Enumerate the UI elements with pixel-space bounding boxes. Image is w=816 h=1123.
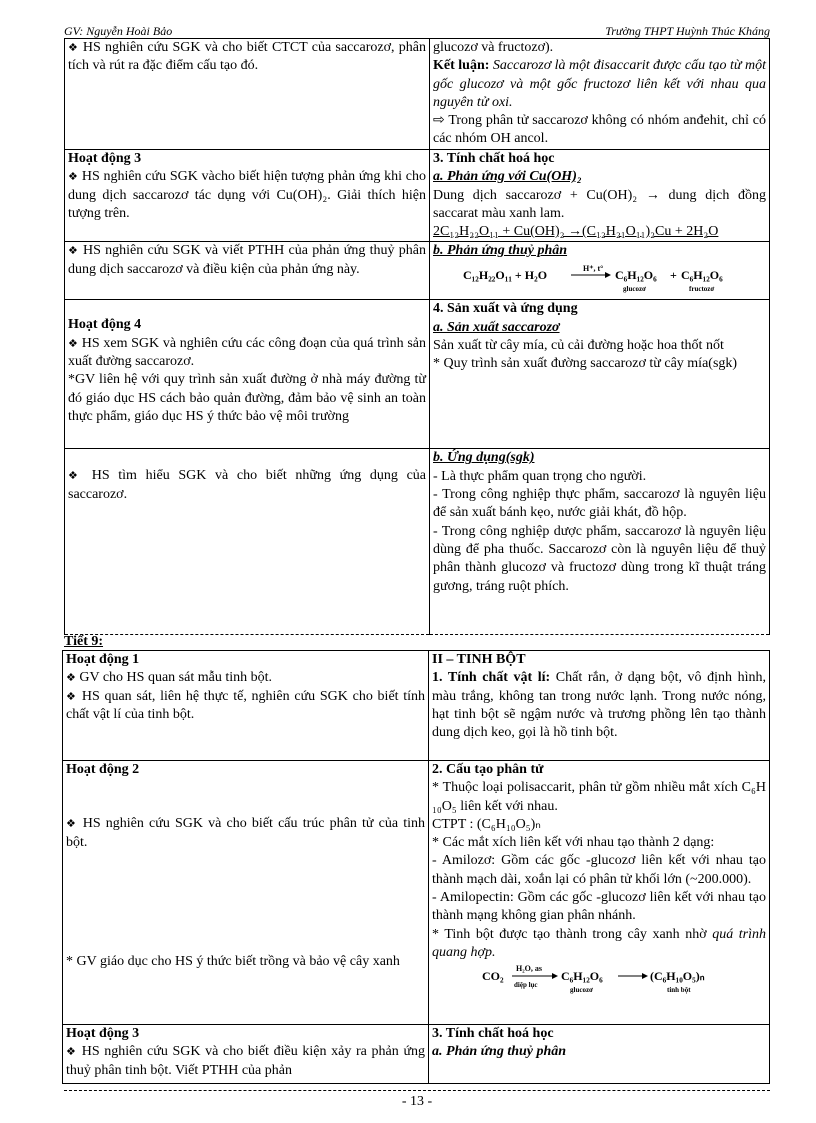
eq-co2: CO₂ [482,969,504,984]
t2-r1-left-text2: HS quan sát, liên hệ thực tế, nghiên cứu SGK cho biết tính chất vật lí của tinh bột. [66,688,426,722]
page-number: - 13 - [64,1090,770,1111]
t2-r2-right-amylopectin: - Amilopectin: Gồm các gốc -glucozơ liên kết với nhau tạo thành mạng không gian phân nhánh. [432,890,766,924]
t1-r4-left-text2: *GV liên hệ với quy trình sản xuất đường ở nhà máy đường từ đó giáo dục HS cách bảo quản đường, đảm bảo vệ sinh an toàn thực phẩm, giáo dục HS ý thức bảo vệ môi trường [68,372,426,424]
activity-3b-title: Hoạt động 3 [66,1026,140,1041]
t1-r1-right [430,39,770,150]
section-II-1-title: 1. Tính chất vật lí: [432,670,551,686]
t1-row-2 [65,150,770,242]
t1-row-1 [65,39,770,150]
diamond-star-bullet-icon: ❖ [68,41,79,54]
conclusion-label: Kết luận: [433,58,490,74]
activity-2-title: Hoạt động 2 [66,762,140,777]
diamond-star-bullet-icon: ❖ [68,244,79,258]
eq-reactants: C₁₂H₂₂O₁₁ + H₂O [463,267,548,282]
t2-r3-left [63,1025,429,1084]
eq-product-2: C₆H₁₂O₆ [681,267,723,282]
eq-arrow-2-head [642,973,648,979]
diamond-star-bullet-icon: ❖ [66,689,78,703]
eq-plus: + [670,267,677,282]
section-II-3-title: 3. Tính chất hoá học [432,1026,554,1041]
eq-condition-top: H₂O, as [516,964,542,974]
t1-r2-left [65,150,430,242]
section-3b-title: b. Phản ứng thuỷ phân [433,243,568,259]
conclusion-text: Saccarozơ là một đisaccarit được cấu tạo từ một gốc glucozơ và một gốc fructozơ liên kết với nhau qua nguyên tử oxi. [433,58,766,110]
diamond-star-bullet-icon: ❖ [68,336,79,350]
t2-row-3 [63,1025,770,1084]
t1-r5-left [65,449,430,635]
t2-r2-right-line3: * Các mắt xích liên kết với nhau tạo thành 2 dạng: [432,835,715,851]
t2-r3-right [429,1025,770,1084]
eq-glucose: C₆H₁₂O₆ [561,969,603,984]
activity-4-title: Hoạt động 4 [68,317,142,333]
t2-r2-right [429,761,770,1025]
t1-r4-right-line1: Sản xuất từ cây mía, củ cải đường hoặc hoa thốt nốt [433,338,724,354]
section-3-title: 3. Tính chất hoá học [433,151,555,166]
eq-starch-label: tinh bột [667,986,691,995]
page-header [64,22,770,39]
t1-row-3 [65,242,770,300]
activity-1-title: Hoạt động 1 [66,652,140,667]
section-4b-title: b. Ứng dụng(sgk) [433,450,535,466]
t2-r2-right-line6: * Tinh bột được tạo thành trong cây xanh nhờ [432,926,713,942]
t1-r5-right-line1: - Là thực phẩm quan trọng cho người. [433,468,647,484]
lesson-table-1 [64,38,770,635]
section-3a-title: a. Phản ứng với Cu(OH)₂ [433,169,582,185]
t1-r2-right-line1: Dung dịch saccarozơ + Cu(OH)₂ → dung dịch đồng saccarat màu xanh lam. [433,187,766,221]
eq-condition-bottom: diệp lục [514,981,538,990]
t1-r5-right-line2: - Trong công nghiệp thực phẩm, saccarozơ là nguyên liệu để sản xuất bánh kẹo, nước giải khát, đồ hộp. [433,487,766,521]
activity-3-title: Hoạt động 3 [68,151,142,166]
lesson-table-2 [62,650,770,1084]
t1-r1-right-line3: Trong phân tử saccarozơ không có nhóm anđehit, chỉ có các nhóm OH ancol. [433,113,766,147]
t2-r2-left [63,761,429,1025]
diamond-star-bullet-icon: ❖ [66,671,76,685]
t1-r2-equation: 2C₁₂H₂₂O₁₁ + Cu(OH)₂ →(C₁₂H₂₁O₁₁)₂Cu + 2H₂O [433,224,719,240]
diamond-star-bullet-icon: ❖ [66,817,78,831]
eq-starch: (C₆H₁₀O₅)ₙ [650,969,705,984]
eq-glucose-label: glucozơ [570,986,593,995]
section-II-title: II – TINH BỘT [432,652,526,667]
section-II-3a-title: a. Phản ứng thuỷ phân [432,1044,567,1060]
t2-r1-right-text: Chất rắn, ở dạng bột, vô định hình, màu trắng, không tan trong nước lạnh. Trong nước nóng, hạt tinh bột sẽ ngậm nước và trương phồng lên tạo thành dung dịch keo, gọi là hồ tinh bột. [432,670,767,741]
hydrolysis-equation [463,263,763,295]
t1-r1-right-line1: glucozơ và fructozơ). [433,40,554,55]
eq-product-1: C₆H₁₂O₆ [615,267,657,282]
t1-r2-right [430,150,770,242]
t1-r4-left-text1: HS xem SGK và nghiên cứu các công đoạn của quá trình sản xuất đường saccarozơ. [68,335,426,370]
t1-r5-left-text: HS tìm hiểu SGK và cho biết những ứng dụng của saccarozơ. [68,468,427,502]
t1-r5-right-line3: - Trong công nghiệp dược phẩm, saccarozơ là nguyên liệu dùng để pha thuốc. Saccarozơ còn là nguyên liệu để thuỷ phân thành glucozơ và fructozơ dùng trong kĩ thuật tráng gương, tráng ruột phích. [433,523,766,594]
eq-arrow-1-head [552,973,558,979]
t2-r2-right-line1: * Thuộc loại polisaccarit, phân tử gồm nhiều mắt xích C₆H ₁₀O₅ liên kết với nhau. [432,780,766,814]
header-teacher: GV: Nguyễn Hoài Bảo [64,24,173,38]
diamond-star-bullet-icon: ❖ [66,1045,78,1059]
t1-r3-right [430,242,770,300]
eq-arrow-head [605,272,611,278]
eq-product-2-label: fructozơ [689,284,715,293]
eq-condition: H⁺, t° [583,263,604,273]
eq-product-1-label: glucozơ [623,284,646,293]
t1-row-5 [65,449,770,635]
t1-row-4 [65,300,770,449]
diamond-star-bullet-icon: ❖ [68,469,84,483]
t2-r3-left-text: HS nghiên cứu SGK và cho biết điều kiện xảy ra phản ứng thuỷ phân tinh bột. Viết PTHH của phản [66,1044,426,1078]
section-II-2-title: 2. Cấu tạo phân tử [432,762,544,777]
t2-r2-right-formula: CTPT : (C₆H₁₀O₅)ₙ [432,816,541,832]
t2-r1-left [63,651,429,761]
header-school: Trường THPT Huỳnh Thúc Kháng [605,24,770,38]
t1-r1-left [65,39,430,150]
t1-r2-left-text: HS nghiên cứu SGK vàcho biết hiện tượng phản ứng khi cho dung dịch saccarozơ tác dụng với Cu(OH)₂. Giải thích hiện tượng trên. [68,169,426,221]
t2-row-1 [63,651,770,761]
t2-r2-left-text2: * GV giáo dục cho HS ý thức biết trồng và bảo vệ cây xanh [66,954,400,969]
t2-r1-right [429,651,770,761]
t1-r1-left-text: HS nghiên cứu SGK và cho biết CTCT của saccarozơ, phân tích và rút ra đặc điểm cấu tạo đó. [68,40,426,74]
photosynthesis-equation [482,962,802,996]
t2-r2-right-amylose: - Amilozơ: Gồm các gốc -glucozơ liên kết với nhau tạo thành mạch dài, xoắn lại có phân tử khối lớn (~200.000). [432,853,766,887]
section-4a-title: a. Sản xuất saccarozơ [433,319,560,335]
lesson-period-label: Tiết 9: [64,634,104,649]
t1-r5-right [430,449,770,635]
section-4-title: 4. Sản xuất và ứng dụng [433,301,578,317]
arrow-right-icon: ⇨ [433,113,445,129]
t2-r2-left-text1: HS nghiên cứu SGK và cho biết cấu trúc phân tử của tinh bột. [66,816,426,850]
photosynthesis-text: quá trình quang hợp. [432,926,766,960]
t1-r3-left-text: HS nghiên cứu SGK và viết PTHH của phản ứng thuỷ phân dung dịch saccarozơ và điều kiện của phản ứng này. [68,243,426,277]
t2-r1-left-text1: GV cho HS quan sát mẫu tinh bột. [79,670,272,686]
t1-r4-right-line2: * Quy trình sản xuất đường saccarozơ từ cây mía(sgk) [433,356,738,372]
t1-r4-right [430,300,770,449]
t1-r3-left [65,242,430,300]
diamond-star-bullet-icon: ❖ [68,170,79,184]
t1-r4-left [65,300,430,449]
t2-row-2 [63,761,770,1025]
